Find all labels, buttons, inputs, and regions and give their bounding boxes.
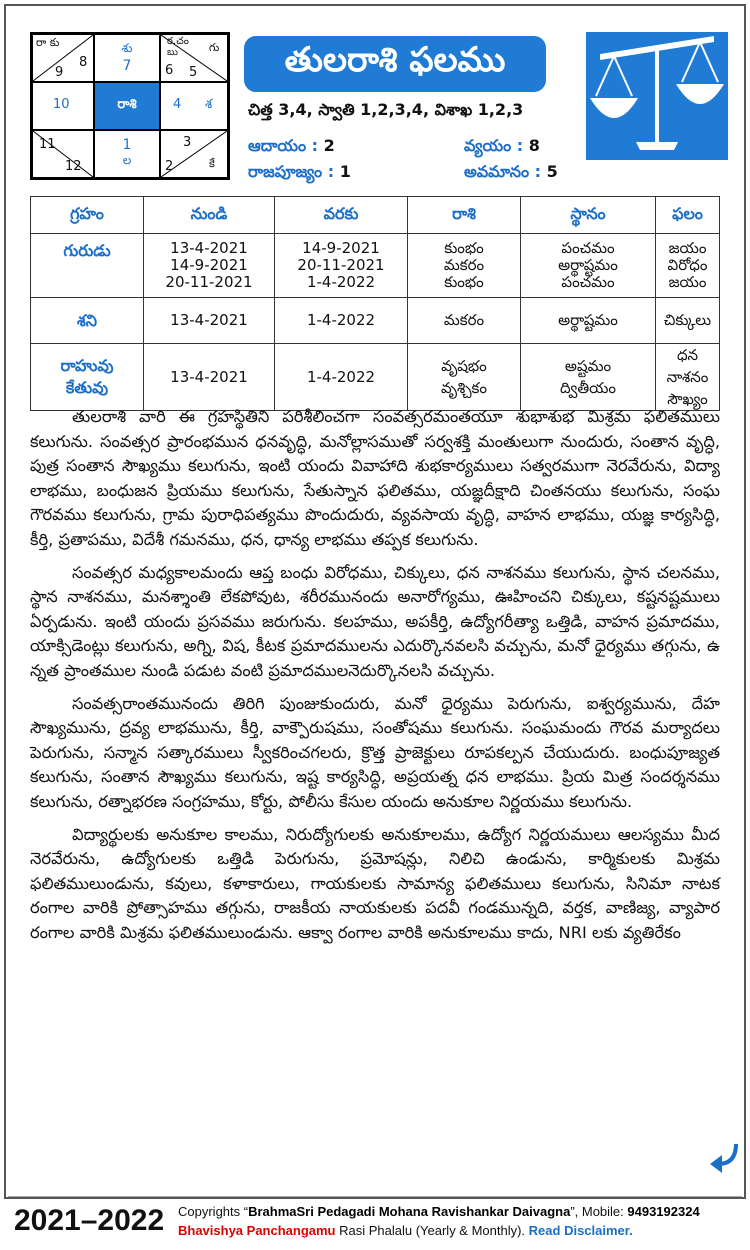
col-header: రాశి [408,197,521,234]
planet-transit-table [30,196,720,411]
site-link[interactable]: Bhavishya Panchangamu [178,1223,336,1238]
prediction-text [30,405,720,953]
rasi-center: రాశి [94,82,160,130]
house-4: 4 శ [160,82,228,130]
page-title: తులరాశి ఫలము [244,36,546,92]
house-7: ర.చం బు గు 6 5 [160,34,228,82]
table-row: రాహువు కేతువు 13-4-2021 1-4-2022 వృషభం వృశ్చికం అష్టమం ద్వితీయం ధన నాశనం సౌఖ్యం [31,344,720,411]
aadayam: ఆదాయం : 2 [248,136,335,155]
paragraph: సంవత్సర మధ్యకాలమందు ఆప్త బంధు విరోధము, చిక్కులు, ధన నాశనము కలుగును, స్థాన చలనము, స్థాన నాశనము, మనశ్శాంతి లేకపోవుట, శరీరమునందు అనారోగ్యము, ఊహించని చిక్కులు, కష్టనష్టములు ఏర్పడును. ఇంటి యందు ప్రసవము జరుగును. కలహము, అపకీర్తి, ఉద్యోగరీత్యా ఒత్తిడి, వాహన ప్రమాదము, యాక్సిడెంట్లు కలుగును, అగ్ని, విష, కీటక ప్రమాదములను ఎదుర్కొనవలసి వచ్చును, మనో ధైర్యము తగ్గును, ఉ న్నత ప్రాంతముల నుండి పడుట వంటి ప్రమాదములనెదుర్కొనలసి వచ్చును. [30,562,720,680]
col-header: వరకు [275,197,408,234]
house-10: 10 [32,82,94,130]
back-arrow-icon[interactable] [706,1138,742,1174]
col-header: గ్రహం [31,197,144,234]
paragraph: సంవత్సరాంతమునందు తిరిగి పుంజుకుందురు, మనో ధైర్యము పెరుగును, ఐశ్వర్యమును, దేహ సౌఖ్యమును, ద్రవ్య లాభమును, కీర్తి, వాక్పౌరుషము, సంతోషము కలుగును. సంఘమందు గౌరవ మర్యాదలు పెరుగును, సన్మాన సత్కారములు స్వీకరించగలరు, క్రొత్త ప్రాజెక్టులు రూపకల్పన చేయుదురు. బంధుపూజ్యత కలుగును, సంతాన సౌఖ్యము కలుగును, ఇష్ట కార్యసిద్ధి, అప్రయత్న ధన లాభము. ప్రియ మిత్ర సందర్శనము కలుగును, రత్నాభరణ సంగ్రహము, కోర్టు, పోలీసు కేసుల యందు అనుకూల నిర్ణయము కలుగును. [30,693,720,811]
rasi-chart [30,32,230,180]
year-label: 2021–2022 [14,1204,165,1237]
disclaimer-link[interactable]: Read Disclaimer. [528,1223,633,1238]
rajapujyam: రాజపూజ్యం : 1 [248,162,351,181]
paragraph: తులరాశి వారి ఈ గ్రహస్థితిని పరిశీలించగా సంవత్సరమంతయూ శుభాశుభ మిశ్రమ ఫలితములు కలుగును. సంవత్సర ప్రారంభమున ధనవృద్ధి, మనోల్లాసముతో సర్వశక్తి మంతులుగా నుందురు, సంతాన వృద్ధి, పుత్ర సంతాన సౌఖ్యము కలుగును, ఇంటి యందు వివాహాది శుభకార్యములు సత్వరముగా నెరవేరును, విద్యా లాభము, బంధుజన ప్రియము కలుగును, సేతుస్నాన ఫలితము, యజ్ఞదీక్షాది చింతనయు కలుగును, సంఘ గౌరవము కలుగును, గ్రామ పురాధిపత్యము పొందుదురు, వ్యవసాయ వృద్ధి, వాహన లాభము, యజ్ఞ కార్యసిద్ధి, కీర్తి, ప్రతాపము, విదేశీ గమనము, ధన, ధాన్య లాభము తప్పక కలుగును. [30,407,720,549]
table-row: గురుడు 13-4-2021 14-9-2021 20-11-2021 14-9-2021 20-11-2021 1-4-2022 కుంభం మకరం కుంభం పంచమం అర్థాష్టమం పంచమం జయం విరోధం జయం [31,234,720,298]
house-8: శు 7 [94,34,160,82]
nakshatra-line: చిత్త 3,4, స్వాతి 1,2,3,4, విశాఖ 1,2,3 [248,100,524,119]
house-9: రా కు 8 9 [32,34,94,82]
col-header: స్థానం [521,197,656,234]
house-11: 11 12 [32,130,94,178]
paragraph: విద్యార్థులకు అనుకూల కాలము, నిరుద్యోగులకు అనుకూలము, ఉద్యోగ నిర్ణయములు ఆలస్యము మీద నెరవేరును, ఉద్యోగులకు ఒత్తిడి పెరుగును, ప్రమోషన్లు, నిలిచి ఉండును, కార్మికులకు మిశ్రమ ఫలితములుండును, కవులు, కళాకారులు, గాయకులకు సామాన్య ఫలితములు కలుగును, సినిమా నాటక రంగాల వారికి ప్రోత్సాహము తగ్గును, రాజకీయ నాయకులకు పదవీ గండమున్నది, వర్తక, వాణిజ్య, వ్యాపార రంగాల వారికి మిశ్రమ ఫలితములుండును. ఆక్వా రంగాల వారికి అనుకూలము కాదు, NRI లకు వ్యతిరేకం [30,824,720,942]
avamanam: అవమానం : 5 [464,162,558,181]
table-header-row [31,197,720,234]
house-3: 3 2 కే [160,130,228,178]
house-1: 1 ల [94,130,160,178]
copyright-text: Copyrights “BrahmaSri Pedagadi Mohana Ravishankar Daivagna”, Mobile: 9493192324 Bhavishya Panchangamu Rasi Phalalu (Yearly & Monthly). Read Disclaimer. [178,1204,700,1238]
vyayam: వ్యయం : 8 [464,136,540,155]
libra-scales-icon [586,32,728,160]
footer-divider [8,1196,742,1197]
table-row: శని 13-4-2021 1-4-2022 మకరం అర్థాష్టమం చిక్కులు [31,298,720,344]
col-header: ఫలం [656,197,720,234]
col-header: నుండి [144,197,275,234]
